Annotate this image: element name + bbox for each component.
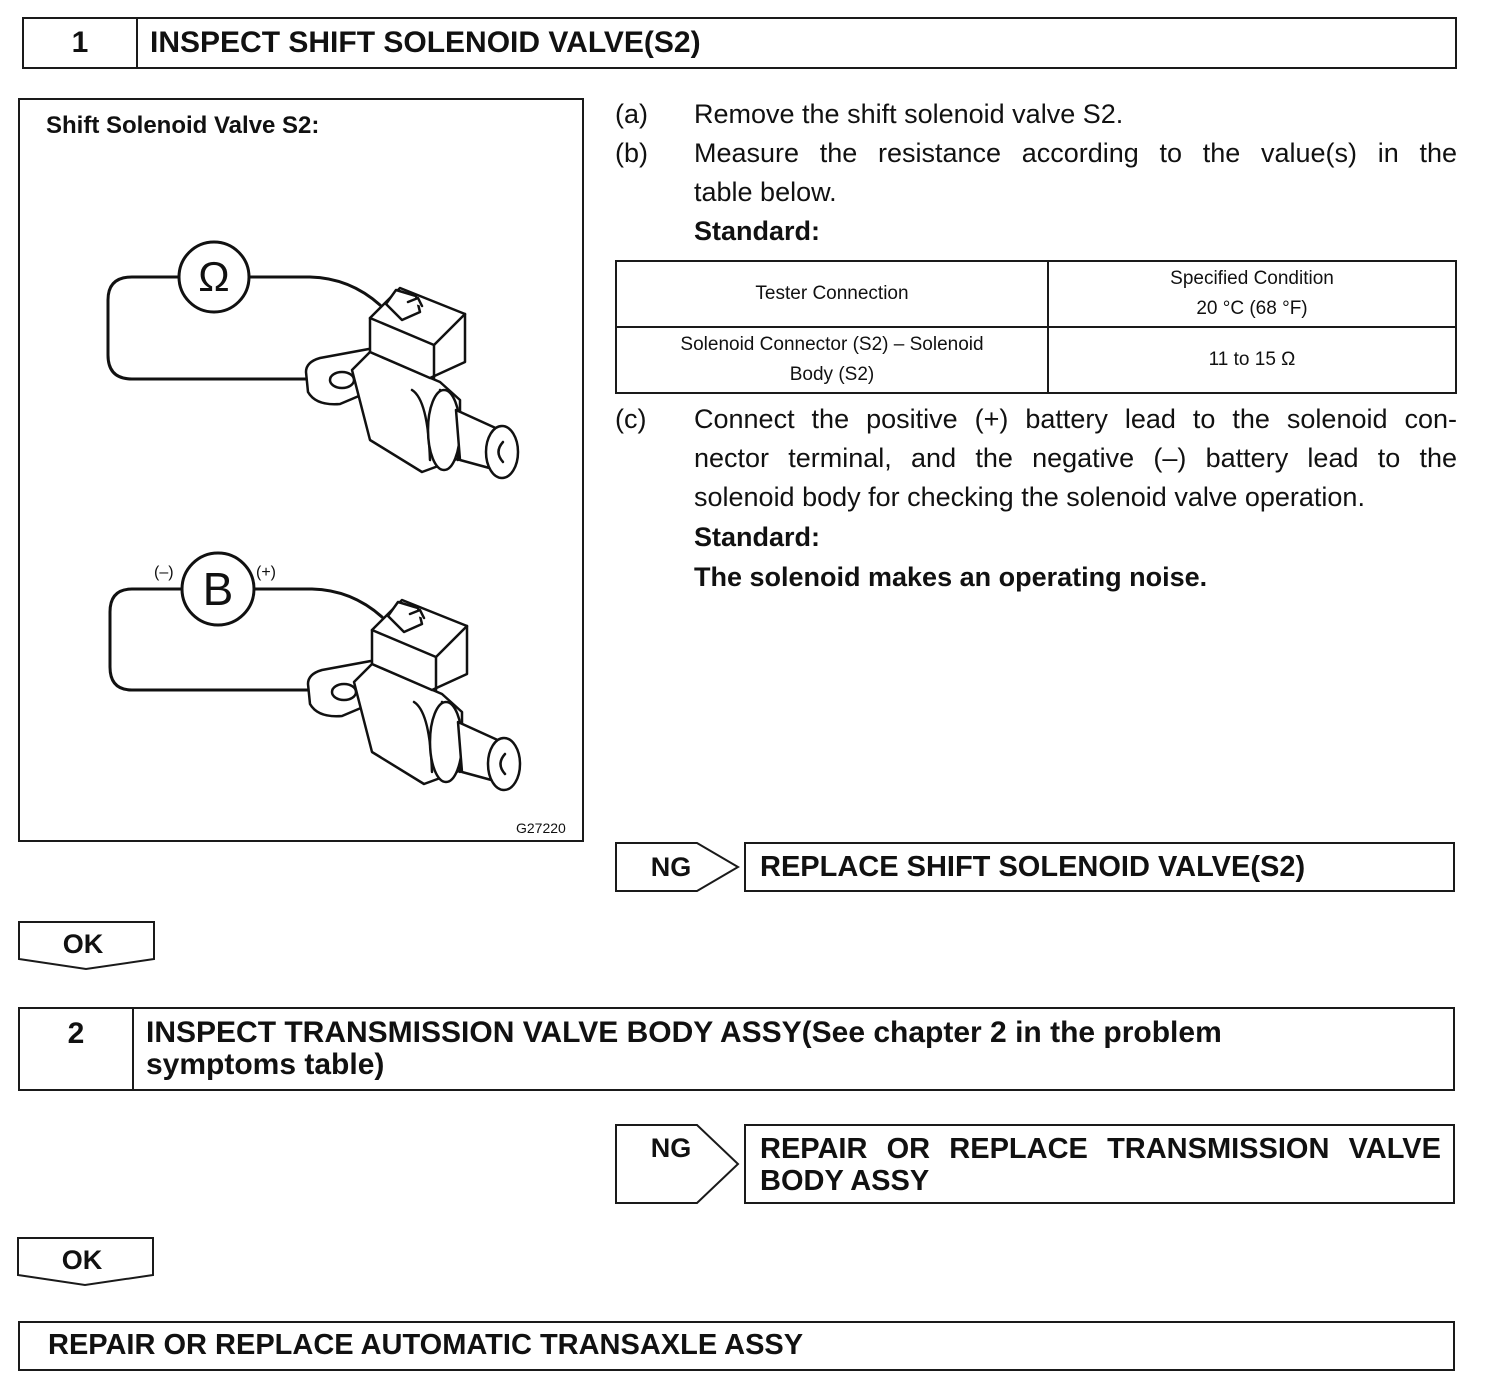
step2-title-line1: INSPECT TRANSMISSION VALVE BODY ASSY(See chapter 2 in the problem — [146, 1016, 1222, 1049]
figure-title: Shift Solenoid Valve S2: — [46, 112, 320, 139]
step2-title-line2: symptoms table) — [146, 1048, 385, 1081]
positive-terminal-label: (+) — [256, 564, 276, 581]
step-c-line2: nector terminal, and the negative (–) battery lead to the — [694, 443, 1457, 473]
solenoid-valve-bottom — [308, 600, 520, 790]
ng-action-2-line1: REPAIR OR REPLACE TRANSMISSION VALVE — [760, 1133, 1441, 1165]
table-header-row — [616, 261, 1456, 327]
spec-table — [615, 260, 1457, 394]
header-specified-condition-line2: 20 °C (68 °F) — [1196, 298, 1308, 319]
header-specified-condition — [1048, 261, 1456, 327]
ok-label-1: OK — [62, 929, 104, 959]
step1-number: 1 — [24, 19, 138, 67]
step-c-standard-text: The solenoid makes an operating noise. — [694, 562, 1208, 592]
step-a-text: Remove the shift solenoid valve S2. — [694, 99, 1124, 129]
ng-label-2: NG — [650, 1133, 692, 1163]
step-c-line1: Connect the positive (+) battery lead to the solenoid con- — [694, 404, 1457, 434]
ohm-symbol: Ω — [198, 253, 230, 300]
step-c-label: (c) — [615, 404, 647, 434]
step2-header — [18, 1007, 1455, 1091]
step1-header — [22, 17, 1457, 69]
negative-terminal-label: (–) — [154, 564, 174, 581]
solenoid-valve-top — [306, 288, 518, 478]
solenoid-figure — [18, 98, 584, 842]
step1-title: INSPECT SHIFT SOLENOID VALVE(S2) — [150, 26, 701, 59]
ng-action-1: REPLACE SHIFT SOLENOID VALVE(S2) — [744, 842, 1455, 892]
step-b-line1: Measure the resistance according to the value(s) in the — [694, 138, 1457, 168]
header-specified-condition-line1: Specified Condition — [1170, 268, 1334, 289]
battery-symbol: B — [202, 563, 234, 615]
step-b-label: (b) — [615, 138, 648, 168]
table-row — [616, 327, 1456, 393]
cell-tester-connection-line2: Body (S2) — [789, 364, 875, 385]
ok-label-2: OK — [61, 1245, 103, 1275]
step2-title — [134, 1009, 1222, 1089]
solenoid-diagram — [20, 100, 582, 840]
figure-code: G27220 — [516, 820, 566, 836]
cell-specified-condition: 11 to 15 Ω — [1048, 327, 1456, 393]
ng-label-1: NG — [650, 852, 692, 882]
ng-action-2-line2: BODY ASSY — [760, 1165, 930, 1197]
step-b-standard: Standard: — [694, 216, 821, 246]
step2-number: 2 — [20, 1009, 134, 1089]
cell-tester-connection-line1: Solenoid Connector (S2) – Solenoid — [680, 334, 984, 355]
cell-tester-connection — [616, 327, 1048, 393]
step-c-line3: solenoid body for checking the solenoid valve operation. — [694, 482, 1365, 512]
header-tester-connection: Tester Connection — [616, 261, 1048, 327]
step-a-label: (a) — [615, 99, 648, 129]
ng-action-2 — [744, 1124, 1455, 1204]
final-action: REPAIR OR REPLACE AUTOMATIC TRANSAXLE ASSY — [18, 1321, 1455, 1371]
step-b-line2: table below. — [694, 177, 837, 207]
step-c-standard: Standard: — [694, 522, 821, 552]
